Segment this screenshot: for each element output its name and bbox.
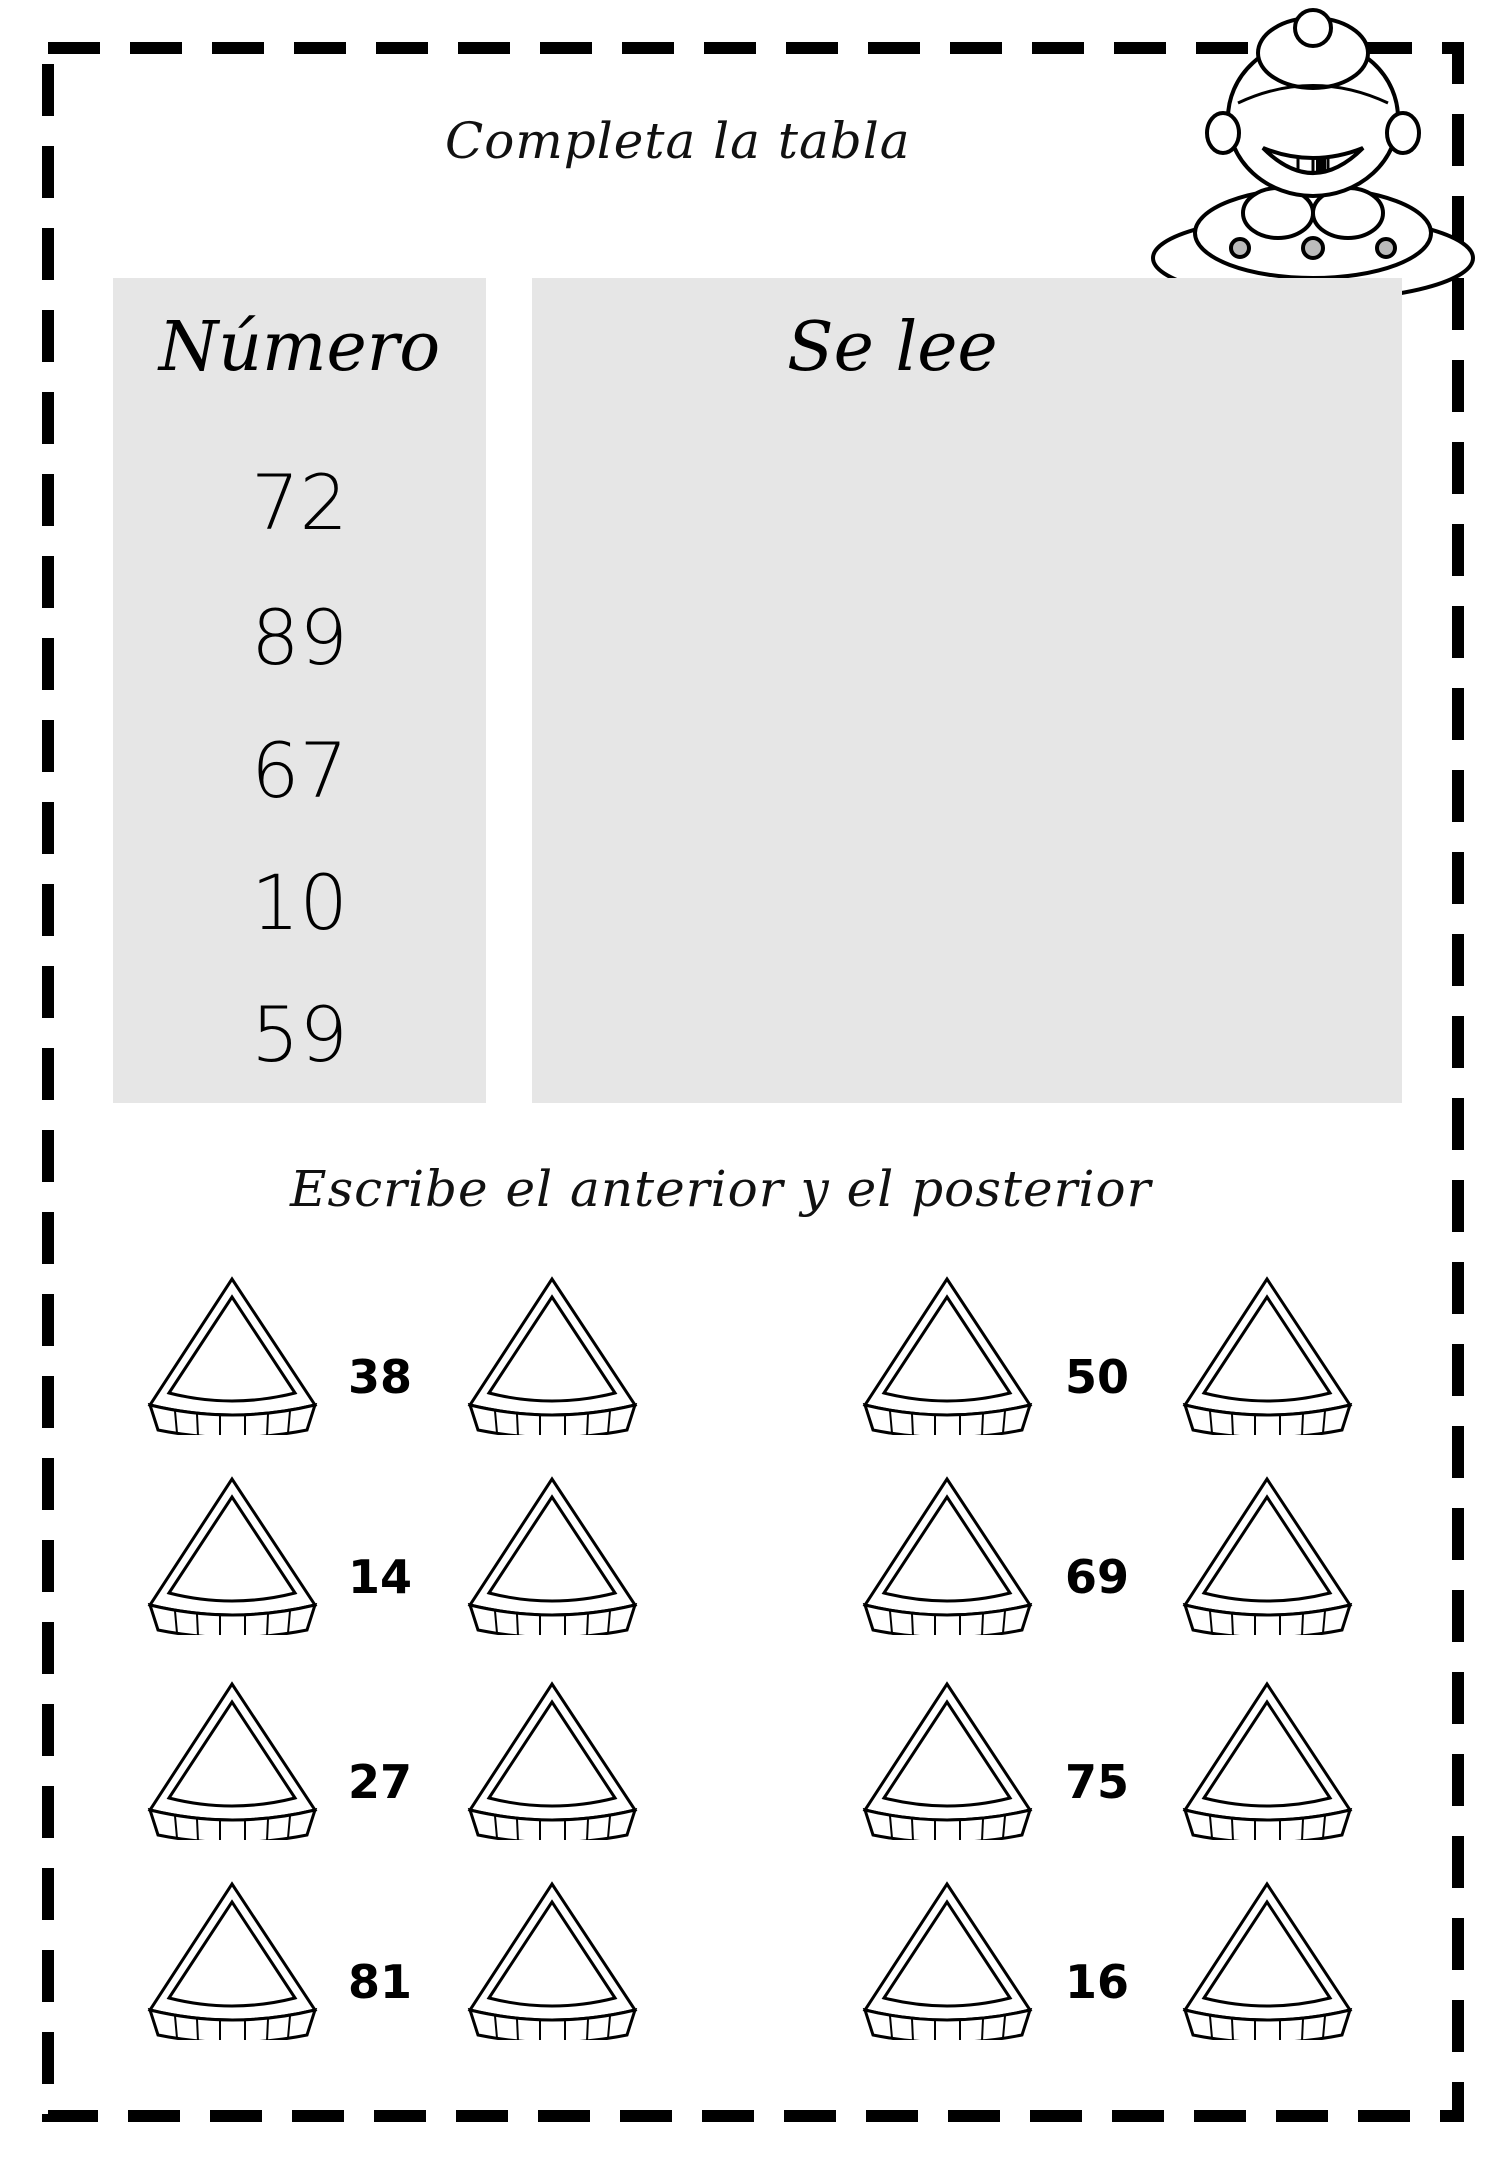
after-box-icon[interactable] [1180,1880,1355,2040]
after-box-icon[interactable] [1180,1475,1355,1635]
sequence-number: 81 [348,1955,413,2009]
after-box-icon[interactable] [465,1680,640,1840]
table-number: 72 [251,458,348,547]
sequence-number: 75 [1065,1755,1130,1809]
reading-header: Se lee [787,308,998,387]
table-number: 10 [251,858,348,947]
girl-illustration-icon [1148,8,1478,308]
table-number: 89 [251,593,348,682]
after-box-icon[interactable] [465,1275,640,1435]
before-box-icon[interactable] [145,1475,320,1635]
after-box-icon[interactable] [465,1880,640,2040]
after-box-icon[interactable] [1180,1680,1355,1840]
sequence-number: 50 [1065,1350,1130,1404]
number-column [113,278,486,1103]
sequence-title: Escribe el anterior y el posterior [290,1160,1152,1218]
sequence-number: 16 [1065,1955,1130,2009]
before-box-icon[interactable] [145,1275,320,1435]
table-title: Completa la tabla [445,112,911,170]
before-box-icon[interactable] [145,1680,320,1840]
before-box-icon[interactable] [145,1880,320,2040]
number-header: Número [158,308,441,387]
before-box-icon[interactable] [860,1680,1035,1840]
table-number: 59 [251,990,348,1079]
reading-column[interactable] [532,278,1402,1103]
before-box-icon[interactable] [860,1880,1035,2040]
before-box-icon[interactable] [860,1475,1035,1635]
sequence-number: 27 [348,1755,413,1809]
after-box-icon[interactable] [465,1475,640,1635]
before-box-icon[interactable] [860,1275,1035,1435]
sequence-number: 69 [1065,1550,1130,1604]
sequence-number: 14 [348,1550,413,1604]
table-number: 67 [251,726,348,815]
after-box-icon[interactable] [1180,1275,1355,1435]
sequence-number: 38 [348,1350,413,1404]
